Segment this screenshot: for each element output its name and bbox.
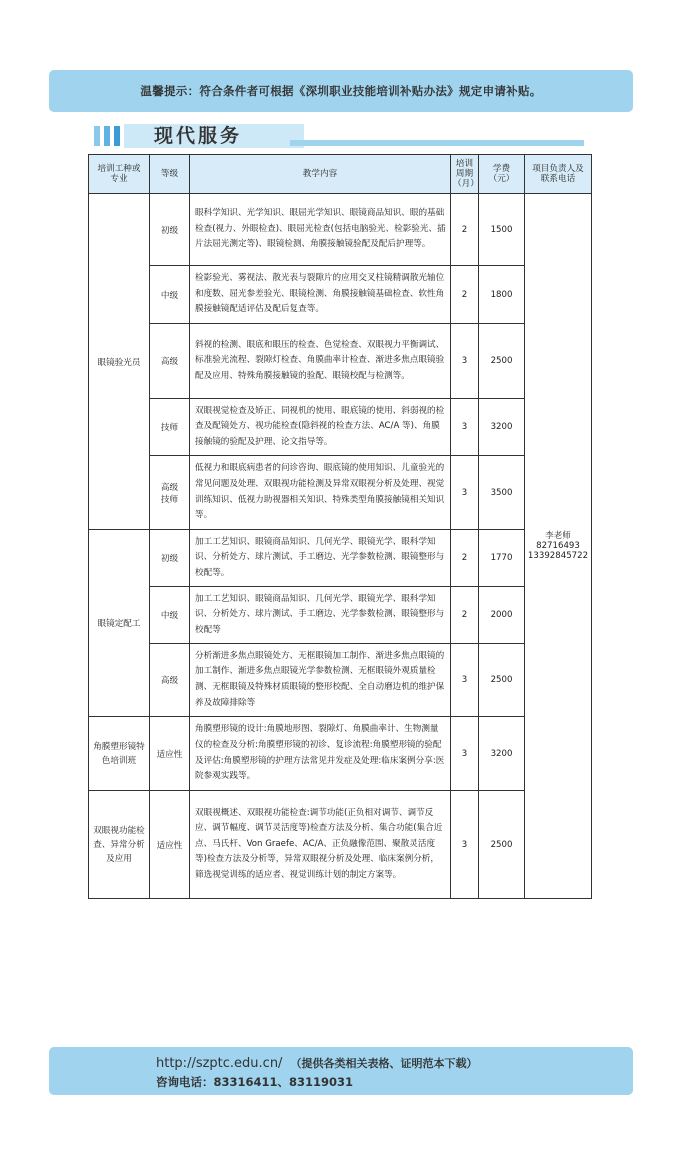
- course-table: [88, 154, 592, 899]
- level-cell: 高级: [150, 324, 190, 399]
- table-row: [89, 194, 592, 266]
- table-row: [89, 791, 592, 899]
- period-cell: 2: [451, 587, 479, 644]
- table-row: [89, 530, 592, 587]
- fee-cell: 1500: [479, 194, 525, 266]
- period-cell: 3: [451, 456, 479, 530]
- period-cell: 3: [451, 644, 479, 717]
- level-cell: 初级: [150, 194, 190, 266]
- course-name: 眼镜定配工: [89, 530, 150, 717]
- consult-phone: 咨询电话：83316411、83119031: [156, 1075, 354, 1089]
- section-title: 现代服务: [154, 125, 243, 147]
- table-row: [89, 717, 592, 791]
- period-cell: 2: [451, 194, 479, 266]
- table-row: [89, 587, 592, 644]
- level-cell: 中级: [150, 266, 190, 324]
- content-cell: 眼科学知识、光学知识、眼屈光学知识、眼镜商品知识、眼的基础检查(视力、外眼检查)、眼屈光检查(包括电脑验光、检影验光、插片法屈光测定等)、眼镜检测、角膜接触镜验配及配后护理等。: [190, 194, 451, 266]
- period-cell: 3: [451, 399, 479, 456]
- decor-bar: [104, 126, 110, 146]
- content-cell: 双眼视觉检查及矫正、同视机的使用、眼底镜的使用、斜弱视的检查及配镜处方、视功能检查(隐斜视的检查方法、AC/A 等)、角膜接触镜的验配及护理、论文指导等。: [190, 399, 451, 456]
- contact-name: 李老师: [545, 531, 571, 541]
- header-course: 培训工种或专业: [89, 155, 150, 194]
- contact-cell: [525, 194, 592, 899]
- table-row: [89, 324, 592, 399]
- fee-cell: 1800: [479, 266, 525, 324]
- fee-cell: 3500: [479, 456, 525, 530]
- level-cell: 初级: [150, 530, 190, 587]
- fee-cell: 2500: [479, 324, 525, 399]
- content-cell: 加工工艺知识、眼镜商品知识、几何光学、眼镜光学、眼科学知识、分析处方、球片测试、手工磨边、光学参数检测、眼镜整形与校配等。: [190, 530, 451, 587]
- fee-cell: 3200: [479, 717, 525, 791]
- period-cell: 2: [451, 266, 479, 324]
- table-row: [89, 644, 592, 717]
- content-cell: 加工工艺知识、眼镜商品知识、几何光学、眼镜光学、眼科学知识、分析处方、球片测试、手工磨边、光学参数检测、眼镜整形与校配等: [190, 587, 451, 644]
- footer-url-line: [156, 1055, 477, 1071]
- header-period: 培训周期（月）: [451, 155, 479, 194]
- course-name: 角膜塑形镜特色培训班: [89, 717, 150, 791]
- fee-cell: 1770: [479, 530, 525, 587]
- content-cell: 双眼视概述、双眼视功能检查:调节功能(正负相对调节、调节反应、调节幅度、调节灵活度等)检查方法及分析、集合功能(集合近点、马氏杆、Von Graefe、AC/A、正负融像范围、聚散灵活度等)检查方法及分析等，异常双眼视分析及处理、临床案例分析，筛选视觉训练的适应者、视觉训练计划的制定方案等。: [190, 791, 451, 899]
- header-level: 等级: [150, 155, 190, 194]
- contact-phone-1: 82716493: [536, 541, 580, 551]
- download-note: （提供各类相关表格、证明范本下载）: [290, 1057, 478, 1070]
- contact-footer: [49, 1047, 633, 1095]
- fee-cell: 3200: [479, 399, 525, 456]
- header-fee: 学费（元）: [479, 155, 525, 194]
- header-contact: 项目负责人及联系电话: [525, 155, 592, 194]
- course-name: 双眼视功能检查、异常分析及应用: [89, 791, 150, 899]
- fee-cell: 2000: [479, 587, 525, 644]
- content-cell: 分析渐进多焦点眼镜处方、无框眼镜加工制作、渐进多焦点眼镜的加工制作、渐进多焦点眼镜光学参数检测、无框眼镜外观质量检测、无框眼镜及特殊材质眼镜的整形校配、全自动磨边机的维护保养及故障排除等: [190, 644, 451, 717]
- course-name: 眼镜验光员: [89, 194, 150, 530]
- table-row: [89, 266, 592, 324]
- section-header: [94, 124, 584, 148]
- period-cell: 3: [451, 791, 479, 899]
- banner-text: 温馨提示：符合条件者可根据《深圳职业技能培训补贴办法》规定申请补贴。: [140, 84, 542, 98]
- level-cell: 适应性: [150, 717, 190, 791]
- level-cell: 适应性: [150, 791, 190, 899]
- contact-phone-2: 13392845722: [527, 551, 589, 561]
- table-header-row: [89, 155, 592, 194]
- level-cell: 高级技师: [150, 456, 190, 530]
- fee-cell: 2500: [479, 644, 525, 717]
- period-cell: 2: [451, 530, 479, 587]
- decor-stripe: [290, 140, 584, 146]
- website-link[interactable]: http://szptc.edu.cn/: [156, 1056, 283, 1071]
- fee-cell: 2500: [479, 791, 525, 899]
- level-cell: 高级: [150, 644, 190, 717]
- content-cell: 低视力和眼底病患者的问诊咨询、眼底镜的使用知识、儿童验光的常见问题及处理、双眼视功能检测及异常双眼视分析及处理、视觉训练知识、低视力助视器相关知识、特殊类型角膜接触镜相关知识等。: [190, 456, 451, 530]
- content-cell: 检影验光、雾视法、散光表与裂隙片的应用交叉柱镜精调散光轴位和度数、屈光参差验光、眼镜检测、角膜接触镜基础检查、软性角膜接触镜配适评估及配后复查等。: [190, 266, 451, 324]
- level-cell: 中级: [150, 587, 190, 644]
- content-cell: 角膜塑形镜的设计:角膜地形图、裂隙灯、角膜曲率计、生物测量仪的检查及分析:角膜塑形镜的初诊、复诊流程:角膜塑形镜的验配及评估:角膜塑形镜的护理方法常见并发症及处理:临床案例分享:医院参观实践等。: [190, 717, 451, 791]
- period-cell: 3: [451, 324, 479, 399]
- decor-bar: [94, 126, 100, 146]
- header-content: 教学内容: [190, 155, 451, 194]
- level-cell: 技师: [150, 399, 190, 456]
- table-row: [89, 399, 592, 456]
- period-cell: 3: [451, 717, 479, 791]
- table-row: [89, 456, 592, 530]
- content-cell: 斜视的检测、眼底和眼压的检查、色觉检查、双眼视力平衡调试、标准验光流程、裂隙灯检查、角膜曲率计检查、渐进多焦点眼镜验配及应用、特殊角膜接触镜的验配、眼镜校配与检测等。: [190, 324, 451, 399]
- decor-bar: [114, 126, 120, 146]
- subsidy-notice-banner: [49, 70, 633, 112]
